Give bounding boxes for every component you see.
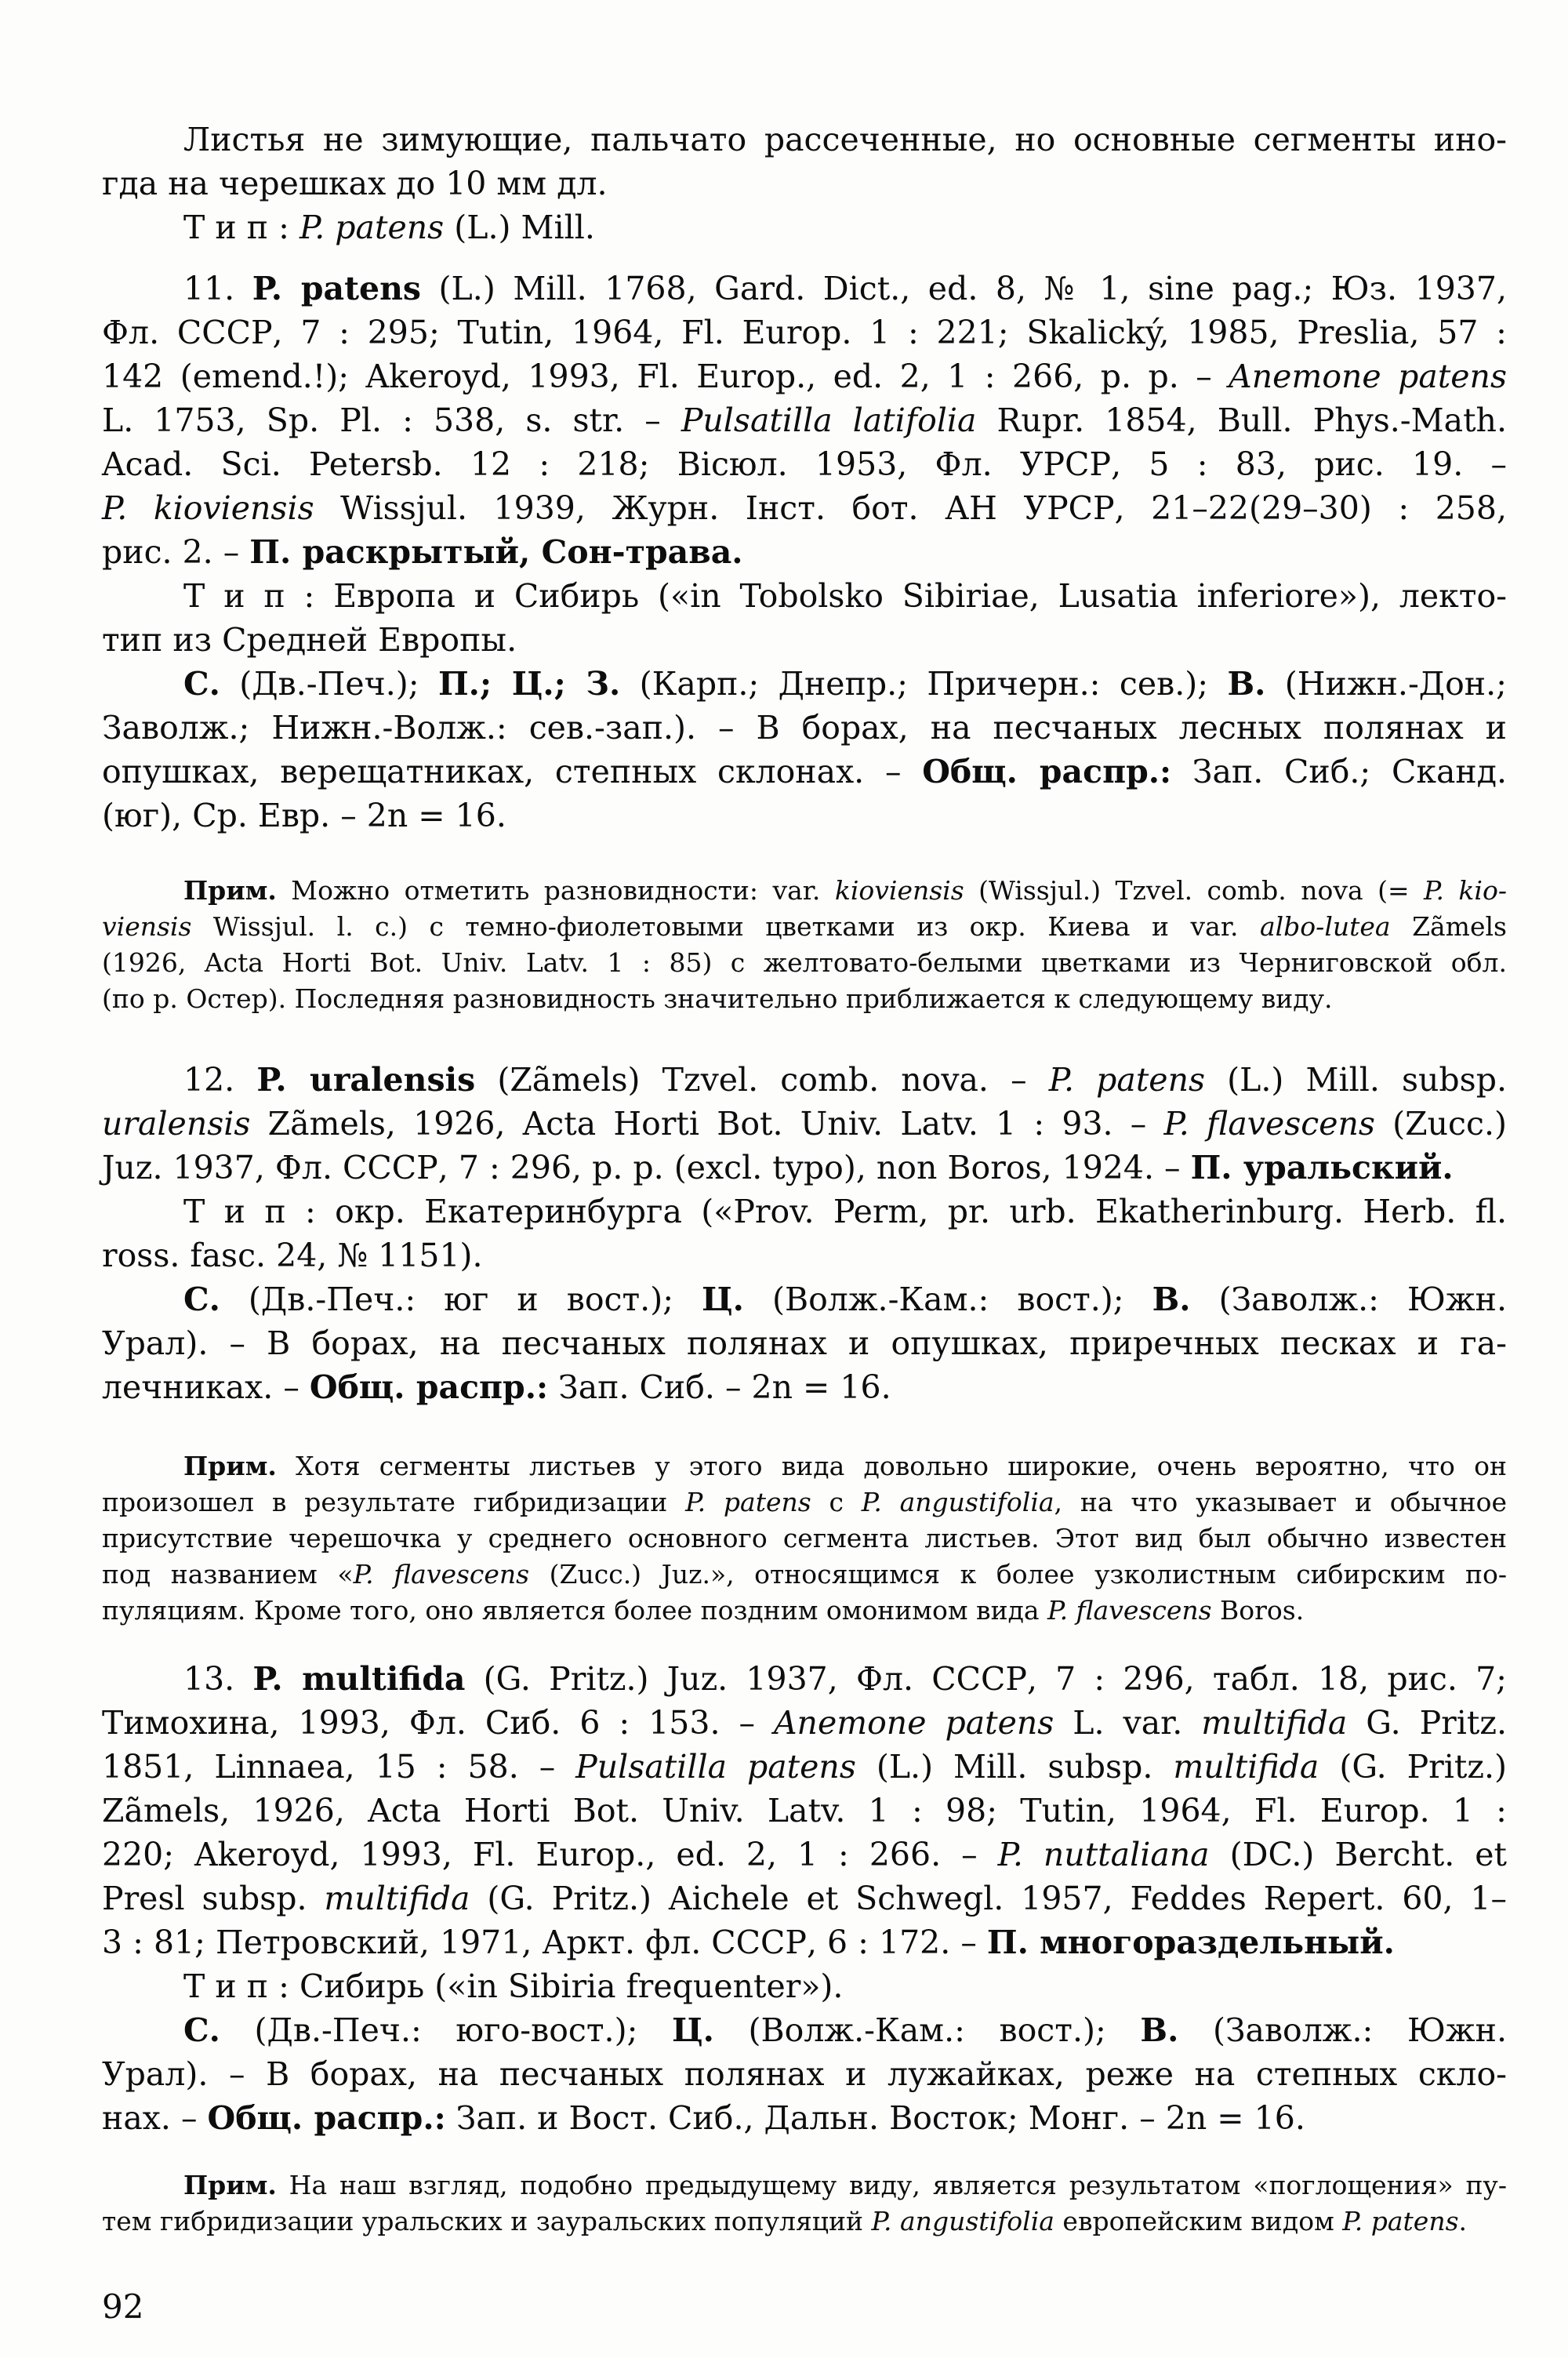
text-run: В. (1227, 665, 1266, 703)
text-run: 1851, Linnaea, 15 : 58. – (102, 1748, 576, 1786)
distribution-13 (102, 2008, 1507, 2140)
text-run: ross. fasc. 24, № 1151). (102, 1237, 483, 1274)
text-run: тип из Средней Европы. (102, 621, 517, 659)
text-run: Т и п : окр. Екатеринбурга («Prov. Perm, pr. urb. Ekatherinburg. Herb. fl. (183, 1193, 1507, 1230)
text-run: нах. – (102, 2099, 208, 2137)
text-run: P. patens (1342, 2206, 1459, 2236)
text-run: Т и п : Европа и Сибирь («in Tobolsko Sibiriae, Lusatia inferiore»), лекто- (183, 577, 1507, 615)
text-run: Zãmels, 1926, Acta Horti Bot. Univ. Latv. 1 : 93. – (250, 1105, 1164, 1143)
text-run: kioviensis (834, 875, 964, 906)
text-line (102, 1190, 1507, 1233)
text-run: (1926, Acta Horti Bot. Univ. Latv. 1 : 85) с желтовато-белыми цветками из Черниговской обл. (102, 947, 1507, 978)
text-run: Зап. Сиб.; Сканд. (1171, 753, 1507, 790)
text-run: (Волж.-Кам.: вост.); (743, 1281, 1152, 1318)
text-run: В. (1152, 1281, 1191, 1318)
text-run: (Заволж.: Южн. (1190, 1281, 1508, 1318)
text-run: (Wissjul.) Tzvel. comb. nova (= (964, 875, 1424, 906)
text-line (102, 1484, 1507, 1521)
text-run: 13. (183, 1660, 253, 1698)
text-run: Wissjul. 1939, Журн. Інст. бот. АН УРСР, 21–22(29–30) : 258, (314, 489, 1507, 527)
text-line (102, 1745, 1507, 1789)
text-line (102, 530, 1507, 574)
text-run: , на что указывает и обычное (1054, 1487, 1507, 1517)
text-line (102, 1833, 1507, 1877)
text-line (102, 1233, 1507, 1277)
text-run: П. раскрытый, Сон-трава. (249, 533, 743, 571)
text-line (102, 1877, 1507, 1920)
text-line (102, 1657, 1507, 1701)
text-run: P. patens (685, 1487, 811, 1517)
species-entry-11 (102, 267, 1507, 574)
text-run: 3 : 81; Петровский, 1971, Аркт. фл. СССР, 6 : 172. – (102, 1924, 987, 1961)
text-run: Хотя сегменты листьев у этого вида довольно широкие, очень вероятно, что он (276, 1451, 1507, 1481)
text-run: Урал). – В борах, на песчаных полянах и лужайках, реже на степных скло- (102, 2055, 1507, 2093)
text-run: под названием « (102, 1559, 354, 1590)
distribution-12 (102, 1277, 1507, 1409)
text-run: Т и п : (183, 209, 299, 246)
text-run: произошел в результате гибридизации (102, 1487, 686, 1517)
text-run: (L.) Mill. subsp. (1205, 1061, 1507, 1099)
text-run: опушках, верещатниках, степных склонах. – (102, 753, 923, 790)
text-run: P. angustifolia (871, 2206, 1054, 2236)
text-run: присутствие черешочка у среднего основного сегмента листьев. Этот вид был обычно известен (102, 1523, 1507, 1553)
text-run: P. flavescens (1047, 1595, 1212, 1626)
text-run: Pulsatilla patens (575, 1748, 856, 1786)
text-run: Урал). – В борах, на песчаных полянах и опушках, приречных песках и га- (102, 1324, 1507, 1362)
text-run: 220; Akeroyd, 1993, Fl. Europ., ed. 2, 1 : 266. – (102, 1836, 998, 1873)
text-line (102, 1920, 1507, 1964)
text-run: Общ. распр.: (922, 753, 1172, 790)
note-12 (102, 1448, 1507, 1629)
text-run: П. уральский. (1190, 1149, 1454, 1186)
text-line (102, 398, 1507, 442)
text-line (102, 118, 1507, 162)
text-run: multifida (1201, 1704, 1348, 1742)
text-line (102, 442, 1507, 486)
text-run: В. (1140, 2011, 1179, 2049)
text-line (102, 486, 1507, 530)
text-run: (Заволж.: Южн. (1178, 2011, 1507, 2049)
type-line-12 (102, 1190, 1507, 1277)
text-run: Фл. СССР, 7 : 295; Tutin, 1964, Fl. Europ. 1 : 221; Skalický, 1985, Preslia, 57 : (102, 314, 1507, 351)
text-run: Zãmels, 1926, Acta Horti Bot. Univ. Latv. 1 : 98; Tutin, 1964, Fl. Europ. 1 : (102, 1792, 1507, 1829)
text-line (102, 1448, 1507, 1484)
text-run: рис. 2. – (102, 533, 250, 571)
text-run: Anemone patens (1229, 358, 1508, 395)
text-line (102, 2204, 1507, 2240)
text-line (102, 267, 1507, 311)
text-run: Acad. Sci. Petersb. 12 : 218; Вісюл. 1953, Фл. УРСР, 5 : 83, рис. 19. – (102, 445, 1507, 483)
text-run: С. (183, 2011, 220, 2049)
text-run: с (811, 1487, 862, 1517)
text-run: П.; Ц.; З. (437, 665, 621, 703)
text-run: (Нижн.-Дон.; (1265, 665, 1507, 703)
text-run: (L.) Mill. subsp. (855, 1748, 1174, 1786)
text-run: Листья не зимующие, пальчато рассеченные, но основные сегменты ино- (183, 121, 1507, 158)
text-run: Общ. распр.: (207, 2099, 446, 2137)
text-run: П. многораздельный. (986, 1924, 1395, 1961)
text-run: . (1458, 2206, 1468, 2236)
text-run: (G. Pritz.) (1319, 1748, 1508, 1786)
text-run: С. (183, 1281, 220, 1318)
text-run: тем гибридизации уральских и зауральских популяций (102, 2206, 872, 2236)
text-line (102, 1701, 1507, 1745)
text-run: Зап. и Вост. Сиб., Дальн. Восток; Монг. – 2n = 16. (445, 2099, 1305, 2137)
text-run: L. 1753, Sp. Pl. : 538, s. str. – (102, 401, 681, 439)
text-line (102, 981, 1507, 1017)
text-run: Ц. (672, 2011, 714, 2049)
text-run: multifida (324, 1880, 470, 1917)
text-run: Zãmels (1390, 911, 1507, 942)
text-run: Boros. (1211, 1595, 1305, 1626)
text-run: (DC.) Bercht. et (1209, 1836, 1507, 1873)
intro-paragraph (102, 118, 1507, 205)
text-line (102, 1964, 1507, 2008)
text-line (102, 909, 1507, 945)
text-run: (L.) Mill. (444, 209, 595, 246)
distribution-11 (102, 662, 1507, 837)
text-run: 12. (183, 1061, 257, 1099)
text-run: (Волж.-Кам.: вост.); (713, 2011, 1141, 2049)
text-line (102, 1593, 1507, 1629)
text-run: (Дв.-Печ.: юго-вост.); (220, 2011, 673, 2049)
text-run: viensis (102, 911, 192, 942)
text-line (102, 662, 1507, 706)
text-run: P. patens (1048, 1061, 1206, 1099)
text-run: P. flavescens (353, 1559, 530, 1590)
text-run: (Дв.-Печ.); (220, 665, 438, 703)
text-run: P. patens (252, 270, 422, 307)
text-line (102, 1365, 1507, 1409)
text-run: Зап. Сиб. – 2n = 16. (548, 1368, 891, 1406)
species-entry-13 (102, 1657, 1507, 1964)
note-11 (102, 873, 1507, 1017)
text-run: Rupr. 1854, Bull. Phys.-Math. (976, 401, 1507, 439)
text-run: L. var. (1054, 1704, 1202, 1742)
note-13 (102, 2167, 1507, 2240)
text-run: 11. (183, 270, 252, 307)
text-run: пуляциям. Кроме того, оно является более поздним омонимом вида (102, 1595, 1048, 1626)
text-run: (Zucc.) (1374, 1105, 1508, 1143)
text-run: albo-lutea (1259, 911, 1391, 942)
text-line (102, 2167, 1507, 2204)
text-line (102, 794, 1507, 837)
text-run: Заволж.; Нижн.-Волж.: сев.-зап.). – В борах, на песчаных лесных полянах и (102, 709, 1507, 747)
text-line (102, 2052, 1507, 2096)
text-line (102, 1557, 1507, 1593)
text-content (102, 118, 1507, 2240)
text-run: P. nuttaliana (997, 1836, 1210, 1873)
text-run: европейским видом (1054, 2206, 1343, 2236)
text-run: P. uralensis (256, 1061, 476, 1099)
text-line (102, 311, 1507, 354)
text-line (102, 162, 1507, 205)
text-run: P. angustifolia (861, 1487, 1054, 1517)
text-run: Прим. (183, 1451, 277, 1481)
text-line (102, 1789, 1507, 1833)
text-run: P. kio- (1424, 875, 1507, 906)
text-run: лечниках. – (102, 1368, 310, 1406)
text-line (102, 2096, 1507, 2140)
text-line (102, 1277, 1507, 1321)
text-run: Общ. распр.: (309, 1368, 549, 1406)
intro-type-line (102, 205, 1507, 249)
text-run: P. flavescens (1163, 1105, 1375, 1143)
text-run: (G. Pritz.) Juz. 1937, Фл. СССР, 7 : 296, табл. 18, рис. 7; (465, 1660, 1507, 1698)
text-line (102, 618, 1507, 662)
text-line (102, 1321, 1507, 1365)
species-entry-12 (102, 1058, 1507, 1190)
text-line (102, 2008, 1507, 2052)
text-run: Ц. (702, 1281, 744, 1318)
text-line (102, 574, 1507, 618)
text-run: (Дв.-Печ.: юг и вост.); (220, 1281, 702, 1318)
text-line (102, 945, 1507, 981)
text-run: (Zãmels) Tzvel. comb. nova. – (475, 1061, 1049, 1099)
text-line (102, 1521, 1507, 1557)
text-run: Wissjul. l. c.) с темно-фиолетовыми цветками из окр. Киева и var. (191, 911, 1260, 942)
text-run: Pulsatilla latifolia (681, 401, 977, 439)
text-line (102, 750, 1507, 794)
text-run: (L.) Mill. 1768, Gard. Dict., ed. 8, № 1, sine pag.; Юз. 1937, (421, 270, 1507, 307)
text-run: Presl subsp. (102, 1880, 325, 1917)
text-run: гда на черешках до 10 мм дл. (102, 165, 608, 202)
text-run: (юг), Ср. Евр. – 2n = 16. (102, 797, 506, 834)
text-run: P. multifida (252, 1660, 466, 1698)
text-run: (Карп.; Днепр.; Причерн.: сев.); (620, 665, 1228, 703)
text-run: G. Pritz. (1347, 1704, 1507, 1742)
text-line (102, 1146, 1507, 1190)
text-run: Тимохина, 1993, Фл. Сиб. 6 : 153. – (102, 1704, 774, 1742)
text-line (102, 873, 1507, 909)
text-run: P. patens (299, 209, 445, 246)
text-line (102, 1102, 1507, 1146)
text-run: (G. Pritz.) Aichele et Schwegl. 1957, Feddes Repert. 60, 1– (470, 1880, 1508, 1917)
text-line (102, 354, 1507, 398)
text-run: С. (183, 665, 220, 703)
text-line (102, 1058, 1507, 1102)
text-run: uralensis (102, 1105, 251, 1143)
text-run: Прим. (183, 875, 277, 906)
text-run: Т и п : Сибирь («in Sibiria frequenter»). (183, 1967, 844, 2005)
text-run: Можно отметить разновидности: var. (276, 875, 835, 906)
type-line-13 (102, 1964, 1507, 2008)
text-run: (по р. Остер). Последняя разновидность значительно приближается к следующему виду. (102, 983, 1333, 1014)
text-run: Anemone patens (773, 1704, 1054, 1742)
text-line (102, 706, 1507, 750)
text-run: 142 (emend.!); Akeroyd, 1993, Fl. Europ., ed. 2, 1 : 266, p. p. – (102, 358, 1229, 395)
text-run: (Zucc.) Juz.», относящимся к более узколистным сибирским по- (529, 1559, 1507, 1590)
page-number: 92 (102, 2287, 144, 2326)
text-run: На наш взгляд, подобно предыдущему виду, является результатом «поглощения» пу- (276, 2170, 1507, 2200)
text-run: Прим. (183, 2170, 277, 2200)
text-run: multifida (1173, 1748, 1319, 1786)
type-line-11 (102, 574, 1507, 662)
text-line (102, 205, 1507, 249)
text-run: Juz. 1937, Фл. СССР, 7 : 296, p. p. (excl. typo), non Boros, 1924. – (102, 1149, 1191, 1186)
text-run: P. kioviensis (102, 489, 314, 527)
